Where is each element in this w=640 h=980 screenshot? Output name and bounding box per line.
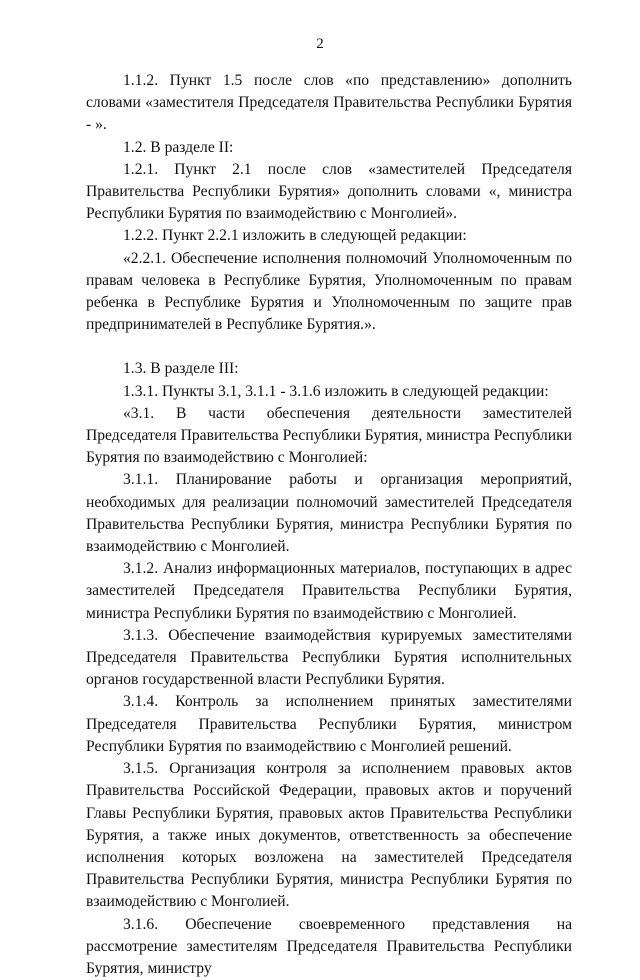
paragraph-3-1-4: 3.1.4. Контроль за исполнением принятых заместителями Председателя Правительства Республики Бурятия, министром Республики Бурятия по взаимодействию с Монголией решений. — [86, 693, 572, 755]
document-body — [86, 70, 572, 980]
paragraph-3-1-5: 3.1.5. Организация контроля за исполнением правовых актов Правительства Российской Федерации, правовых актов и поручений Главы Республики Бурятия, правовых актов Правительства Республики Бурятия, а также иных документов, ответственность за обеспечение исполнения которых возложена на заместителей Председателя Правительства Республики Бурятия, министра Республики Бурятия по взаимодействию с Монголией. — [86, 760, 572, 911]
paragraph-1-3-1: 1.3.1. Пункты 3.1, 3.1.1 - 3.1.6 изложить в следующей редакции: — [123, 382, 549, 400]
paragraph-3-1: «3.1. В части обеспечения деятельности заместителей Председателя Правительства Республики Бурятия, министра Республики Бурятия по взаимодействию с Монголией: — [86, 404, 572, 467]
paragraph-3-1-6: 3.1.6. Обеспечение своевременного представления на рассмотрение заместителям Председателя Правительства Республики Бурятия, министру — [86, 915, 572, 977]
page-number: 2 — [316, 36, 324, 52]
paragraph-1-2: 1.2. В разделе II: — [123, 138, 234, 156]
paragraph-3-1-3: 3.1.3. Обеспечение взаимодействия курируемых заместителями Председателя Правительства Республики Бурятия исполнительных органов государственной власти Республики Бурятия. — [86, 626, 572, 689]
paragraph-3-1-2: 3.1.2. Анализ информационных материалов, поступающих в адрес заместителей Председателя Правительства Республики Бурятия, министра Республики Бурятия по взаимодействию с Монголией. — [86, 560, 572, 622]
paragraph-1-2-2: 1.2.2. Пункт 2.2.1 изложить в следующей редакции: — [123, 227, 467, 245]
paragraph-1-3: 1.3. В разделе III: — [123, 360, 239, 378]
paragraph-2-2-1: «2.2.1. Обеспечение исполнения полномочий Уполномоченным по правам человека в Республике Бурятия, Уполномоченным по правам ребенка в Республике Бурятия и Уполномоченным по защите прав предпринимателей в Республике Бурятия.». — [86, 249, 572, 334]
paragraph-3-1-1: 3.1.1. Планирование работы и организация мероприятий, необходимых для реализации полномочий заместителей Председателя Правительства Республики Бурятия, министра Республики Бурятия по взаимодействию с Монголией. — [86, 471, 572, 556]
paragraph-1-2-1: 1.2.1. Пункт 2.1 после слов «заместителей Председателя Правительства Республики Бурятия» дополнить словами «, министра Республики Бурятия по взаимодействию с Монголией». — [86, 160, 572, 223]
paragraph-1-1-2: 1.1.2. Пункт 1.5 после слов «по представлению» дополнить словами «заместителя Председателя Правительства Республики Бурятия - ». — [86, 72, 572, 134]
